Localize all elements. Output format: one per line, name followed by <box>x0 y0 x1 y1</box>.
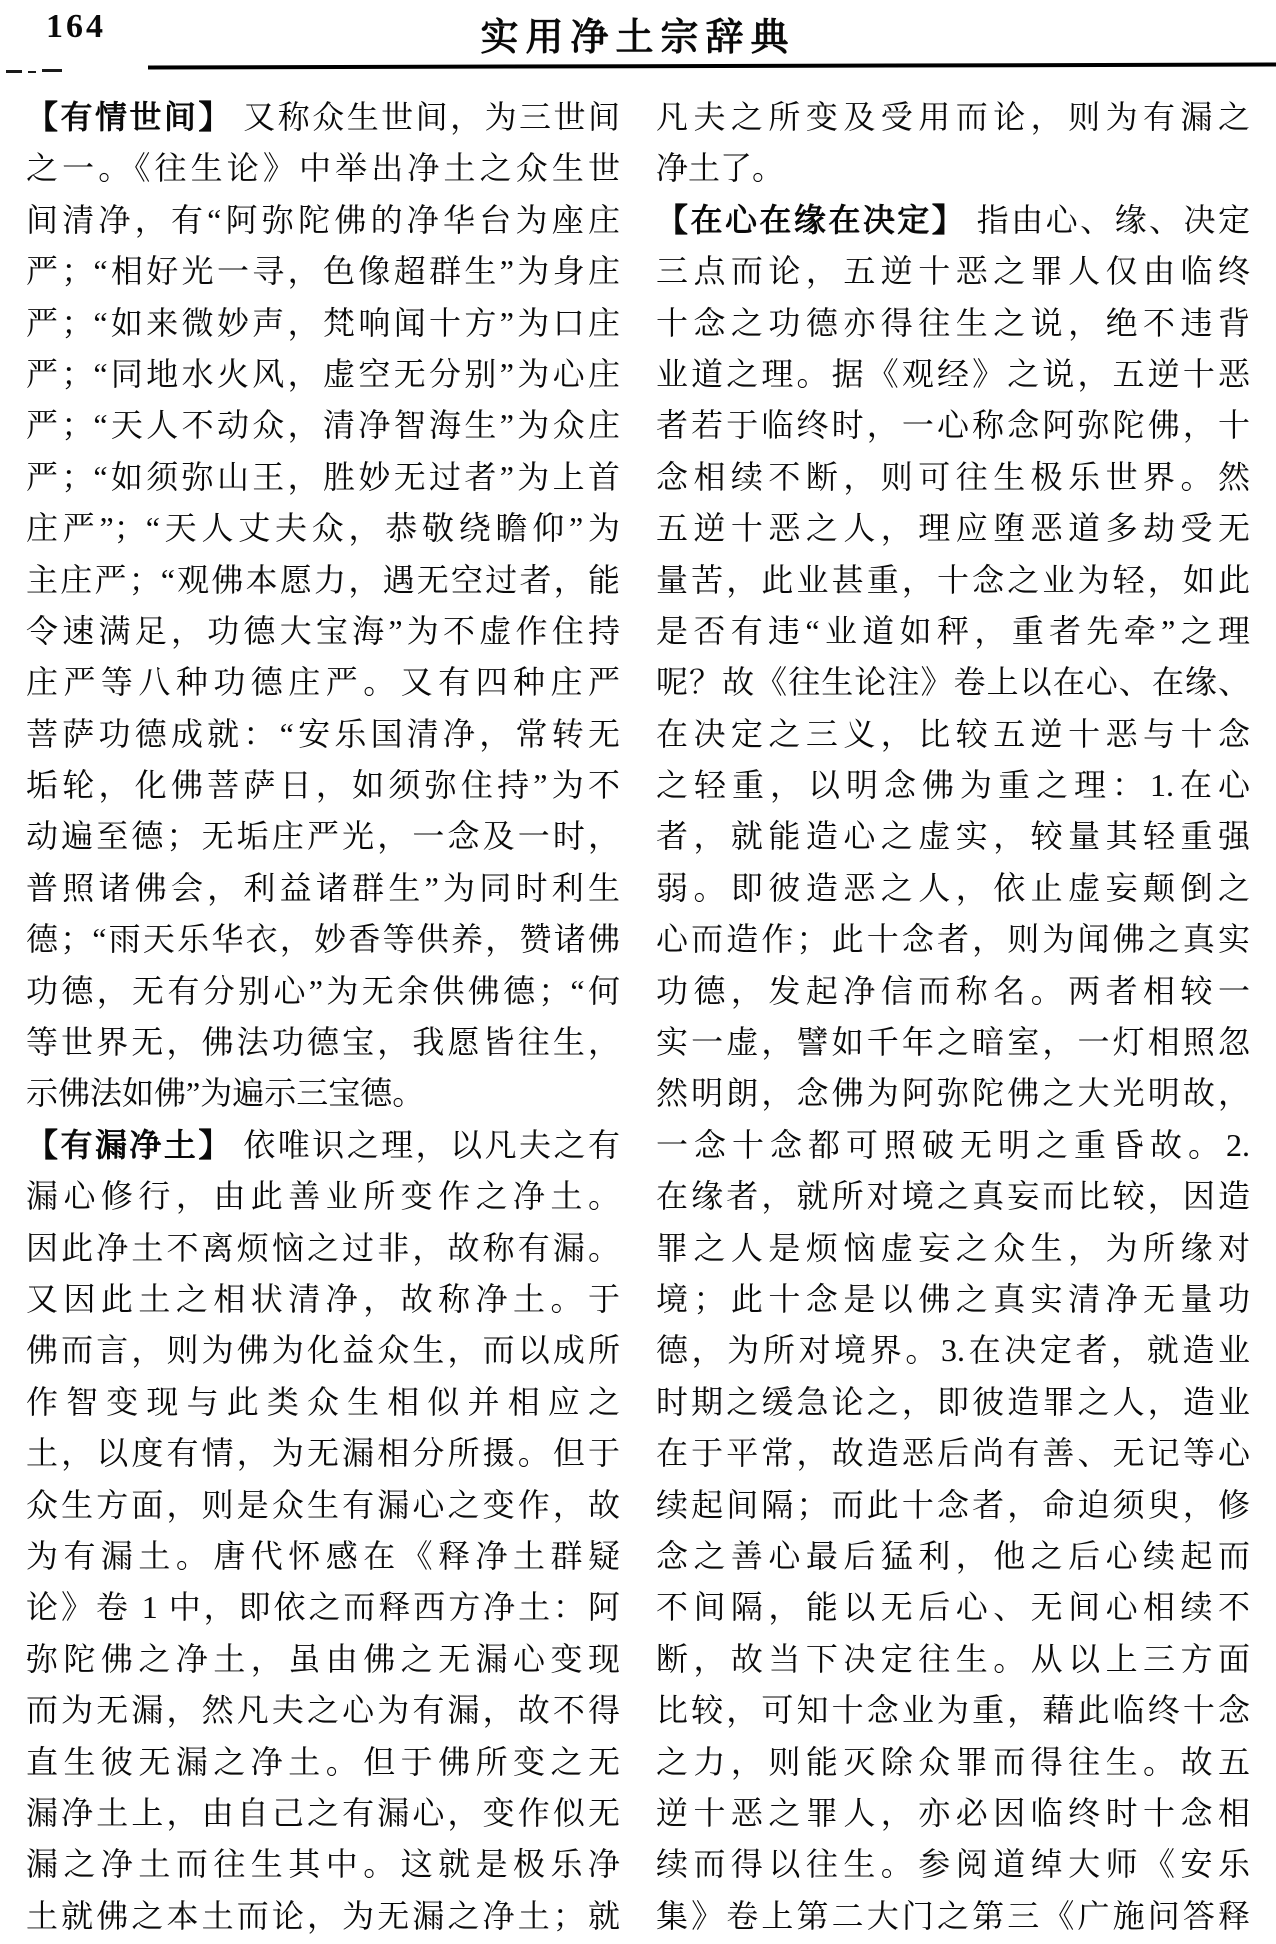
text-line: 漏之净土而往生其中。这就是极乐净 <box>26 1846 620 1883</box>
text-line: 庄严等八种功德庄严。又有四种庄严 <box>26 664 620 701</box>
text-line: 之力，则能灭除众罪而得往生。故五 <box>656 1743 1250 1780</box>
text-line: 弱。即彼造恶之人，依止虚妄颠倒之 <box>656 869 1250 906</box>
text-line: 土就佛之本土而论，为无漏之净土；就 <box>26 1897 620 1934</box>
text-line: 罪之人是烦恼虚妄之众生，为所缘对 <box>656 1229 1250 1266</box>
text-line: 【有漏净土】 依唯识之理，以凡夫之有 <box>26 1126 620 1163</box>
text-line: 断，故当下决定往生。从以上三方面 <box>656 1640 1250 1677</box>
text-line: 庄严”；“天人丈夫众，恭敬绕瞻仰”为 <box>26 510 620 547</box>
text-line: 量苦，此业甚重，十念之业为轻，如此 <box>656 561 1250 598</box>
text-line: 德，为所对境界。3.在决定者，就造业 <box>656 1332 1250 1369</box>
text-line: 佛而言，则为佛为化益众生，而以成所 <box>26 1332 620 1369</box>
text-line: 业道之理。据《观经》之说，五逆十恶 <box>656 355 1250 392</box>
text-line: 十念之功德亦得往生之说，绝不违背 <box>656 304 1250 341</box>
text-line: 示佛法如佛”为遍示三宝德。 <box>26 1075 425 1112</box>
text-line: 又因此土之相状清净，故称净土。于 <box>26 1280 620 1317</box>
text-line: 令速满足，功德大宝海”为不虚作住持 <box>26 612 620 649</box>
text-line: 凡夫之所变及受用而论，则为有漏之 <box>656 99 1250 135</box>
text-line: 时期之缓急论之，即彼造罪之人，造业 <box>656 1383 1250 1420</box>
header-rule-dash <box>6 70 22 73</box>
page-number: 164 <box>46 8 106 45</box>
text-line: 【有情世间】 又称众生世间，为三世间 <box>26 99 620 135</box>
text-line: 菩萨功德成就：“安乐国清净，常转无 <box>26 715 620 752</box>
text-line: 严；“如来微妙声，梵响闻十方”为口庄 <box>26 304 620 341</box>
text-line: 比较，可知十念业为重，藉此临终十念 <box>656 1692 1250 1729</box>
text-line: 直生彼无漏之净土。但于佛所变之无 <box>26 1743 620 1780</box>
text-line: 【在心在缘在决定】 指由心、缘、决定 <box>656 201 1250 238</box>
text-line: 为有漏土。唐代怀感在《释净土群疑 <box>26 1537 620 1574</box>
text-line: 三点而论，五逆十恶之罪人仅由临终 <box>656 253 1250 290</box>
text-line: 者，就能造心之虚实，较量其轻重强 <box>656 818 1250 855</box>
text-line: 因此净土不离烦恼之过非，故称有漏。 <box>26 1229 620 1266</box>
text-line: 等世界无，佛法功德宝，我愿皆往生， <box>26 1024 620 1061</box>
text-line: 弥陀佛之净土，虽由佛之无漏心变现 <box>26 1640 620 1677</box>
entry-headword: 【在心在缘在决定】 <box>656 201 967 238</box>
text-line: 心而造作；此十念者，则为闻佛之真实 <box>656 921 1250 958</box>
entry-headword: 【有情世间】 <box>26 99 233 135</box>
entry-headword: 【有漏净土】 <box>26 1126 233 1163</box>
text-line: 土，以度有情，为无漏相分所摄。但于 <box>26 1435 620 1472</box>
text-line: 是否有违“业道如秤，重者先牵”之理 <box>656 612 1250 649</box>
text-line: 严；“天人不动众，清净智海生”为众庄 <box>26 407 620 444</box>
text-line: 动遍至德；无垢庄严光，一念及一时， <box>26 818 620 855</box>
text-line: 境；此十念是以佛之真实清净无量功 <box>656 1280 1250 1317</box>
text-line: 集》卷上第二大门之第三《广施问答释 <box>656 1897 1250 1934</box>
text-line: 漏净土上，由自己之有漏心，变作似无 <box>26 1794 620 1831</box>
column-left <box>26 92 620 1942</box>
text-line: 功德，发起净信而称名。两者相较一 <box>656 972 1250 1009</box>
text-line: 间清净，有“阿弥陀佛的净华台为座庄 <box>26 201 620 238</box>
text-line: 呢？故《往生论注》卷上以在心、在缘、 <box>656 664 1250 701</box>
text-line: 主庄严；“观佛本愿力，遇无空过者，能 <box>26 561 620 598</box>
text-line: 功德，无有分别心”为无余供佛德；“何 <box>26 972 620 1009</box>
text-line: 严；“如须弥山王，胜妙无过者”为上首 <box>26 458 620 495</box>
text-line: 漏心修行，由此善业所变作之净土。 <box>26 1178 620 1215</box>
text-line: 德；“雨天乐华衣，妙香等供养，赞诸佛 <box>26 921 620 958</box>
text-line: 一念十念都可照破无明之重昏故。2. <box>656 1126 1250 1163</box>
text-line: 之一。《往生论》中举出净土之众生世 <box>26 150 620 187</box>
text-line: 作智变现与此类众生相似并相应之 <box>26 1383 620 1420</box>
text-columns <box>26 92 1250 1942</box>
text-line: 念相续不断，则可往生极乐世界。然 <box>656 458 1250 495</box>
text-line: 在决定之三义，比较五逆十恶与十念 <box>656 715 1250 752</box>
text-line: 不间隔，能以无后心、无间心相续不 <box>656 1589 1250 1626</box>
text-line: 实一虚，譬如千年之暗室，一灯相照忽 <box>656 1024 1250 1061</box>
text-line: 普照诸佛会，利益诸群生”为同时利生 <box>26 869 620 906</box>
text-line: 垢轮，化佛菩萨日，如须弥住持”为不 <box>26 767 620 804</box>
text-line: 严；“相好光一寻，色像超群生”为身庄 <box>26 253 620 290</box>
text-line: 而为无漏，然凡夫之心为有漏，故不得 <box>26 1692 620 1729</box>
column-right <box>656 92 1250 1942</box>
text-line: 净土了。 <box>656 150 785 187</box>
text-line: 在缘者，就所对境之真妄而比较，因造 <box>656 1178 1250 1215</box>
text-line: 论》卷 1 中，即依之而释西方净土：阿 <box>26 1589 620 1626</box>
text-line: 续而得以往生。参阅道绰大师《安乐 <box>656 1846 1250 1883</box>
text-line: 之轻重，以明念佛为重之理：1.在心 <box>656 767 1250 804</box>
text-line: 在于平常，故造恶后尚有善、无记等心 <box>656 1435 1250 1472</box>
text-line: 众生方面，则是众生有漏心之变作，故 <box>26 1486 620 1523</box>
text-line: 然明朗，念佛为阿弥陀佛之大光明故， <box>656 1075 1250 1112</box>
book-title: 实用净土宗辞典 <box>480 17 796 59</box>
text-line: 逆十恶之罪人，亦必因临终时十念相 <box>656 1794 1250 1831</box>
text-line: 严；“同地水火风，虚空无分别”为心庄 <box>26 355 620 392</box>
header-rule-dash <box>28 71 36 73</box>
text-line: 续起间隔；而此十念者，命迫须臾，修 <box>656 1486 1250 1523</box>
header-rule-dash <box>42 69 62 72</box>
text-line: 者若于临终时，一心称念阿弥陀佛，十 <box>656 407 1250 444</box>
text-line: 五逆十恶之人，理应堕恶道多劫受无 <box>656 510 1250 547</box>
header-rule <box>148 63 1276 70</box>
text-line: 念之善心最后猛利，他之后心续起而 <box>656 1537 1250 1574</box>
